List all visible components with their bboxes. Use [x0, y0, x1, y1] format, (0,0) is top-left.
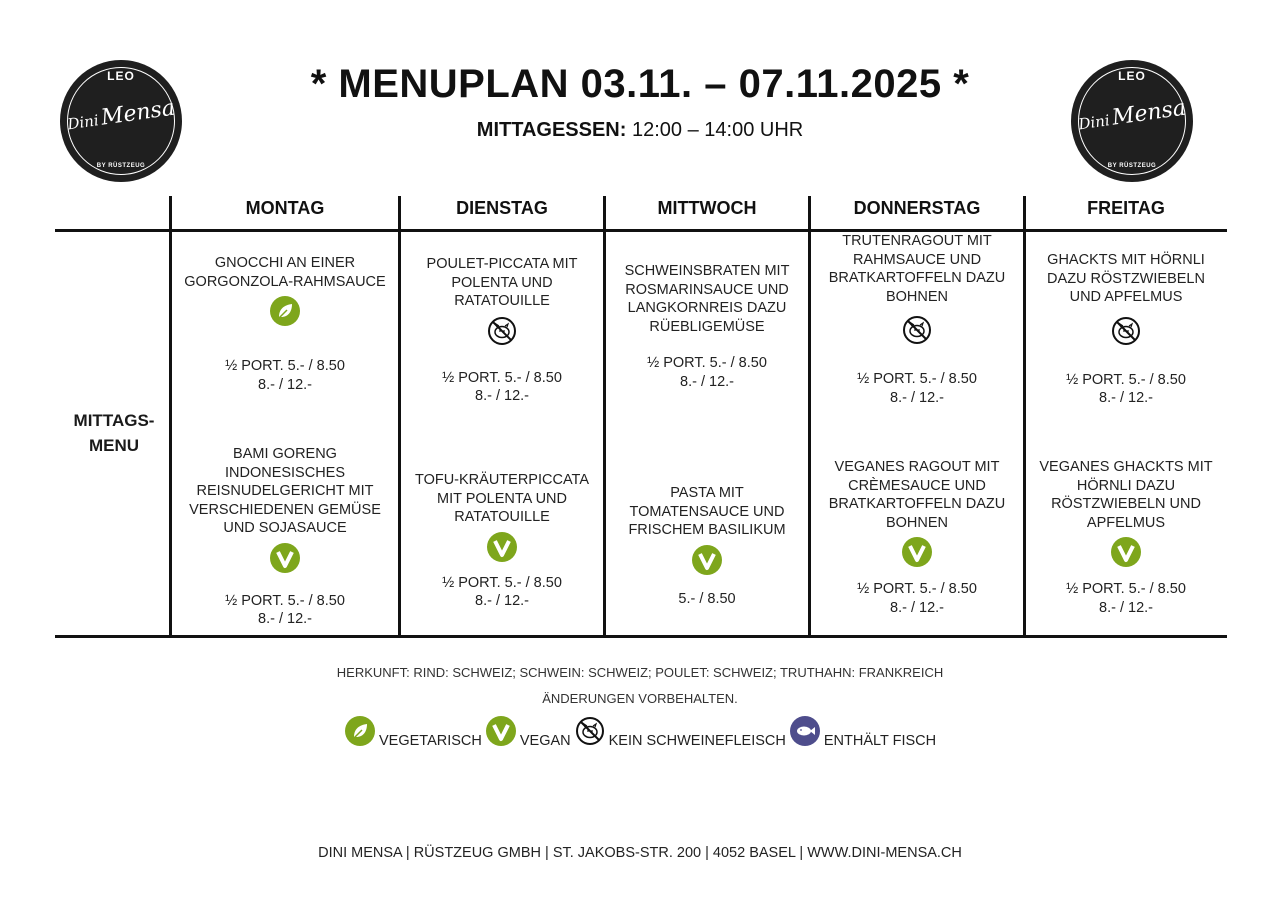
row-label-line2: MENU	[88, 436, 140, 455]
no-pork-icon	[902, 315, 932, 345]
day-header-monday: MONTAG	[245, 198, 325, 218]
legend-label: VEGAN	[519, 733, 571, 749]
menu-cell-monday-1	[178, 254, 392, 394]
price-half: ½ PORT. 5.- / 8.50	[647, 355, 767, 371]
dish-name: POULET-PICCATA MIT POLENTA UND RATATOUILLE	[426, 256, 578, 309]
logo-brand-small: Dini	[1077, 111, 1111, 134]
logo-leo-text: LEO	[1118, 69, 1146, 83]
legend-item-vegan	[486, 719, 571, 749]
dish-name: GHACKTS MIT HÖRNLI DAZU RÖSTZWIEBELN UND APFELMUS	[1047, 252, 1205, 305]
price-full: 8.- / 12.-	[258, 376, 312, 393]
vegetarian-leaf-icon	[345, 716, 375, 746]
origin-note: HERKUNFT: RIND: SCHWEIZ; SCHWEIN: SCHWEIZ; POULET: SCHWEIZ; TRUTHAHN: FRANKREICH	[336, 665, 944, 680]
logo-brand-small: Dini	[66, 111, 100, 134]
dish-name: VEGANES RAGOUT MIT CRÈMESAUCE UND BRATKARTOFFELN DAZU BOHNEN	[828, 459, 1006, 531]
menu-cell-monday-2	[178, 445, 392, 629]
vegan-v-icon	[486, 716, 516, 746]
price-half: ½ PORT. 5.- / 8.50	[1066, 371, 1186, 388]
menu-cell-friday-1	[1027, 251, 1225, 408]
vegan-v-icon	[487, 532, 517, 562]
day-header-friday: FREITAG	[1087, 198, 1165, 218]
table-bottom-border	[55, 635, 1227, 638]
price-full: 8.- / 12.-	[1099, 390, 1153, 406]
price-full: 8.- / 12.-	[890, 389, 944, 406]
price-half: ½ PORT. 5.- / 8.50	[442, 369, 562, 386]
logo-leo-text: LEO	[107, 69, 135, 83]
column-divider	[808, 196, 811, 638]
price-full: 8.- / 12.-	[258, 611, 312, 627]
no-pork-icon	[1111, 316, 1141, 346]
dish-name: TRUTENRAGOUT MIT RAHMSAUCE UND BRATKARTOFFELN DAZU BOHNEN	[828, 233, 1006, 305]
day-header-thursday: DONNERSTAG	[853, 198, 981, 218]
day-header-tuesday: DIENSTAG	[456, 198, 548, 218]
dish-name: VEGANES GHACKTS MIT HÖRNLI DAZU RÖSTZWIEBELN UND APFELMUS	[1039, 459, 1213, 531]
dish-name: TOFU-KRÄUTERPICCATA MIT POLENTA UND RATATOUILLE	[414, 472, 589, 525]
price-half: ½ PORT. 5.- / 8.50	[857, 581, 977, 597]
dish-name: PASTA MIT TOMATENSAUCE UND FRISCHEM BASILIKUM	[628, 485, 786, 538]
row-label	[55, 408, 173, 458]
price-full: 8.- / 12.-	[475, 593, 529, 609]
lunch-hours	[0, 119, 1280, 142]
dish-name: GNOCCHI AN EINER GORGONZOLA-RAHMSAUCE	[184, 255, 386, 290]
vegan-v-icon	[270, 543, 300, 573]
footer-address: DINI MENSA | RÜSTZEUG GMBH | ST. JAKOBS-STR. 200 | 4052 BASEL | WWW.DINI-MENSA.CH	[318, 845, 962, 861]
changes-notice: ÄNDERUNGEN VORBEHALTEN.	[542, 691, 738, 706]
price-full: 8.- / 12.-	[890, 599, 944, 616]
vegan-v-icon	[902, 537, 932, 567]
menu-cell-wednesday-2	[607, 484, 807, 608]
legend-label: ENTHÄLT FISCH	[823, 733, 937, 749]
lunch-time: 12:00 – 14:00 UHR	[631, 119, 804, 141]
dish-name: BAMI GORENG INDONESISCHES REISNUDELGERICHT MIT VERSCHIEDENEN GEMÜSE UND SOJASAUCE	[189, 446, 381, 536]
column-divider	[603, 196, 606, 638]
vegetarian-leaf-icon	[270, 296, 300, 326]
logo-by-text: BY RÜSTZEUG	[1107, 163, 1157, 169]
legend-item-vegetarian	[345, 719, 482, 749]
menu-cell-tuesday-2	[402, 471, 602, 611]
day-header-wednesday: MITTWOCH	[657, 198, 757, 218]
fish-icon	[790, 716, 820, 746]
menu-cell-friday-2	[1027, 458, 1225, 617]
no-pork-icon	[487, 316, 517, 346]
lunch-label: MITTAGESSEN:	[476, 119, 627, 141]
price-half: ½ PORT. 5.- / 8.50	[442, 574, 562, 591]
menu-cell-tuesday-1	[402, 255, 602, 406]
price-half: ½ PORT. 5.- / 8.50	[857, 371, 977, 387]
menu-cell-thursday-2	[812, 458, 1022, 617]
logo-brand-big: Mensa	[1110, 95, 1188, 131]
price-full: 8.- / 12.-	[1099, 599, 1153, 616]
no-pork-icon	[575, 716, 605, 746]
page-title: * MENUPLAN 03.11. – 07.11.2025 *	[310, 62, 970, 106]
legend-item-no-pork	[575, 719, 786, 749]
icon-legend	[345, 717, 940, 751]
menu-cell-thursday-1	[812, 232, 1022, 407]
menu-cell-wednesday-1	[607, 262, 807, 391]
legend-label: VEGETARISCH	[379, 733, 482, 749]
price-full: 8.- / 12.-	[680, 373, 734, 390]
price-half: ½ PORT. 5.- / 8.50	[225, 592, 345, 609]
dish-name: SCHWEINSBRATEN MIT ROSMARINSAUCE UND LANGKORNREIS DAZU RÜEBLIGEMÜSE	[624, 263, 790, 335]
table-header-divider	[55, 229, 1227, 232]
legend-label: KEIN SCHWEINEFLEISCH	[608, 733, 786, 749]
price-half: ½ PORT. 5.- / 8.50	[1066, 581, 1186, 597]
price-full: 5.- / 8.50	[678, 590, 736, 607]
column-divider	[1023, 196, 1026, 638]
column-divider	[398, 196, 401, 638]
logo-brand-big: Mensa	[99, 95, 177, 131]
row-label-line1: MITTAGS-	[73, 411, 155, 430]
price-full: 8.- / 12.-	[475, 388, 529, 404]
vegan-v-icon	[692, 545, 722, 575]
legend-item-fish	[790, 719, 936, 749]
vegan-v-icon	[1111, 537, 1141, 567]
price-half: ½ PORT. 5.- / 8.50	[225, 358, 345, 374]
logo-by-text: BY RÜSTZEUG	[96, 163, 146, 169]
